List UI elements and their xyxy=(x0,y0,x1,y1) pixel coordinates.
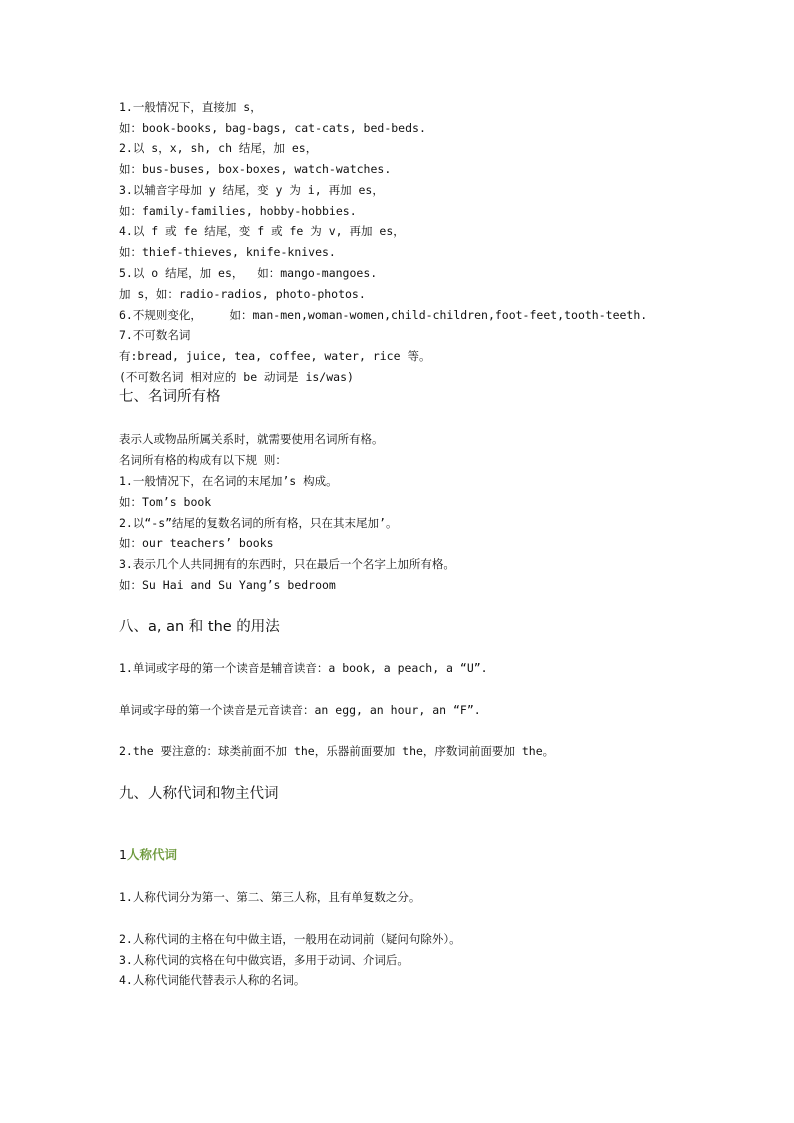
section-7-line-7: 3.表示几个人共同拥有的东西时，只在最后一个名字上加所有格。 xyxy=(119,557,455,571)
section-9-line-3: 3.人称代词的宾格在句中做宾语，多用于动词、介词后。 xyxy=(119,953,409,967)
section-7-line-5: 2.以“-s”结尾的复数名词的所有格，只在其末尾加’。 xyxy=(119,516,398,530)
subheading-number: 1 xyxy=(119,847,127,862)
section-7-line-2: 名词所有格的构成有以下规 则： xyxy=(119,453,287,467)
section-8-line-2: 单词或字母的第一个读音是元音读音：an egg, an hour, an “F”. xyxy=(119,703,481,717)
section-9-subheading xyxy=(119,847,177,863)
section-9-line-2: 2.人称代词的主格在句中做主语，一般用在动词前（疑问句除外）。 xyxy=(119,932,461,946)
rule-line-4: 4.以 f 或 fe 结尾，变 f 或 fe 为 v, 再加 es， xyxy=(119,224,405,238)
rule-line-2: 2.以 s，x, sh, ch 结尾，加 es， xyxy=(119,141,318,155)
section-7-heading: 七、名词所有格 xyxy=(119,389,221,405)
section-7-line-4: 如：Tom’s book xyxy=(119,495,212,509)
subheading-label: 人称代词 xyxy=(126,847,177,862)
section-8-line-3: 2.the 要注意的：球类前面不加 the，乐器前面要加 the，序数词前面要加 the。 xyxy=(119,744,555,758)
section-8-line-1: 1.单词或字母的第一个读音是辅音读音：a book, a peach, a “U”. xyxy=(119,661,488,675)
rule-line-6: 6.不规则变化， 如：man-men,woman-women,child-children,foot-feet,tooth-teeth. xyxy=(119,308,648,322)
rule-line-3: 3.以辅音字母加 y 结尾，变 y 为 i, 再加 es， xyxy=(119,183,384,197)
example-line-1: 如：book-books, bag-bags, cat-cats, bed-beds. xyxy=(119,121,426,135)
example-line-4: 如：thief-thieves, knife-knives. xyxy=(119,245,336,259)
note-line: (不可数名词 相对应的 be 动词是 is/was) xyxy=(119,370,354,384)
example-line-7: 有:bread, juice, tea, coffee, water, rice 等。 xyxy=(119,349,431,363)
section-7-line-6: 如：our teachers’ books xyxy=(119,536,274,550)
section-7-line-1: 表示人或物品所属关系时，就需要使用名词所有格。 xyxy=(119,432,384,446)
example-line-2: 如：bus-buses, box-boxes, watch-watches. xyxy=(119,162,392,176)
section-9-line-4: 4.人称代词能代替表示人称的名词。 xyxy=(119,973,306,987)
example-line-3: 如：family-families, hobby-hobbies. xyxy=(119,204,357,218)
section-9-heading: 九、人称代词和物主代词 xyxy=(119,786,279,802)
section-8-heading: 八、a, an 和 the 的用法 xyxy=(119,619,280,635)
rule-line-1: 1.一般情况下，直接加 s， xyxy=(119,100,262,114)
rule-line-5: 5.以 o 结尾，加 es， 如：mango-mangoes. xyxy=(119,266,378,280)
example-line-5: 加 s，如：radio-radios, photo-photos. xyxy=(119,287,366,301)
section-7-line-3: 1.一般情况下，在名词的末尾加’s 构成。 xyxy=(119,474,338,488)
section-7-line-8: 如：Su Hai and Su Yang’s bedroom xyxy=(119,578,336,592)
rule-line-7: 7.不可数名词 xyxy=(119,328,191,342)
section-9-line-1: 1.人称代词分为第一、第二、第三人称，且有单复数之分。 xyxy=(119,890,421,904)
